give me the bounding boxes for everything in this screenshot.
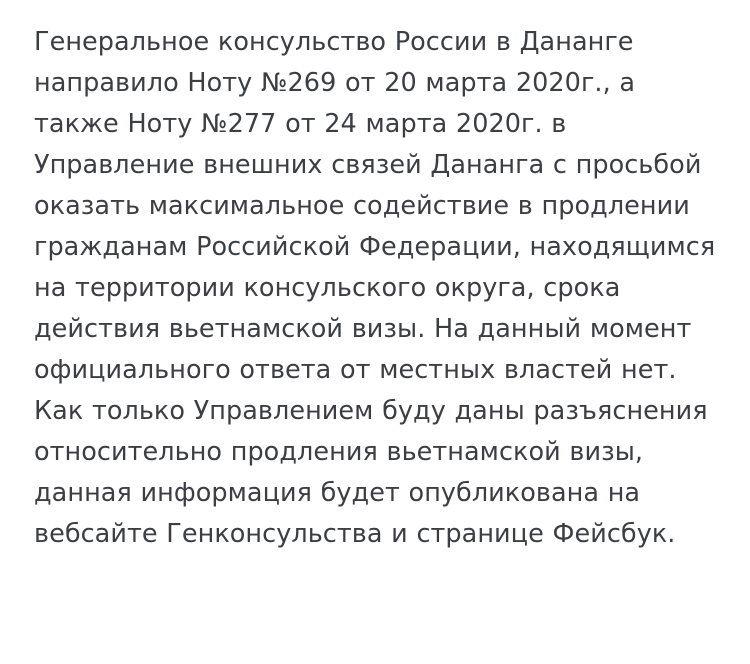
document-paragraph: Генеральное консульство России в Дананге направило Ноту №269 от 20 марта 2020г., а также Ноту №277 от 24 марта 2020г. в Управление внешних связей Дананга с просьбой оказать максимальное содействие в продлении гражданам Российской Федерации, находящимся на территории консульского округа, срока действия вьетнамской визы. На данный момент официального ответа от местных властей нет. Как только Управлением буду даны разъяснения относительно продления вьетнамской визы, данная информация будет опубликована на вебсайте Генконсульства и странице Фейсбук. <box>34 27 724 549</box>
